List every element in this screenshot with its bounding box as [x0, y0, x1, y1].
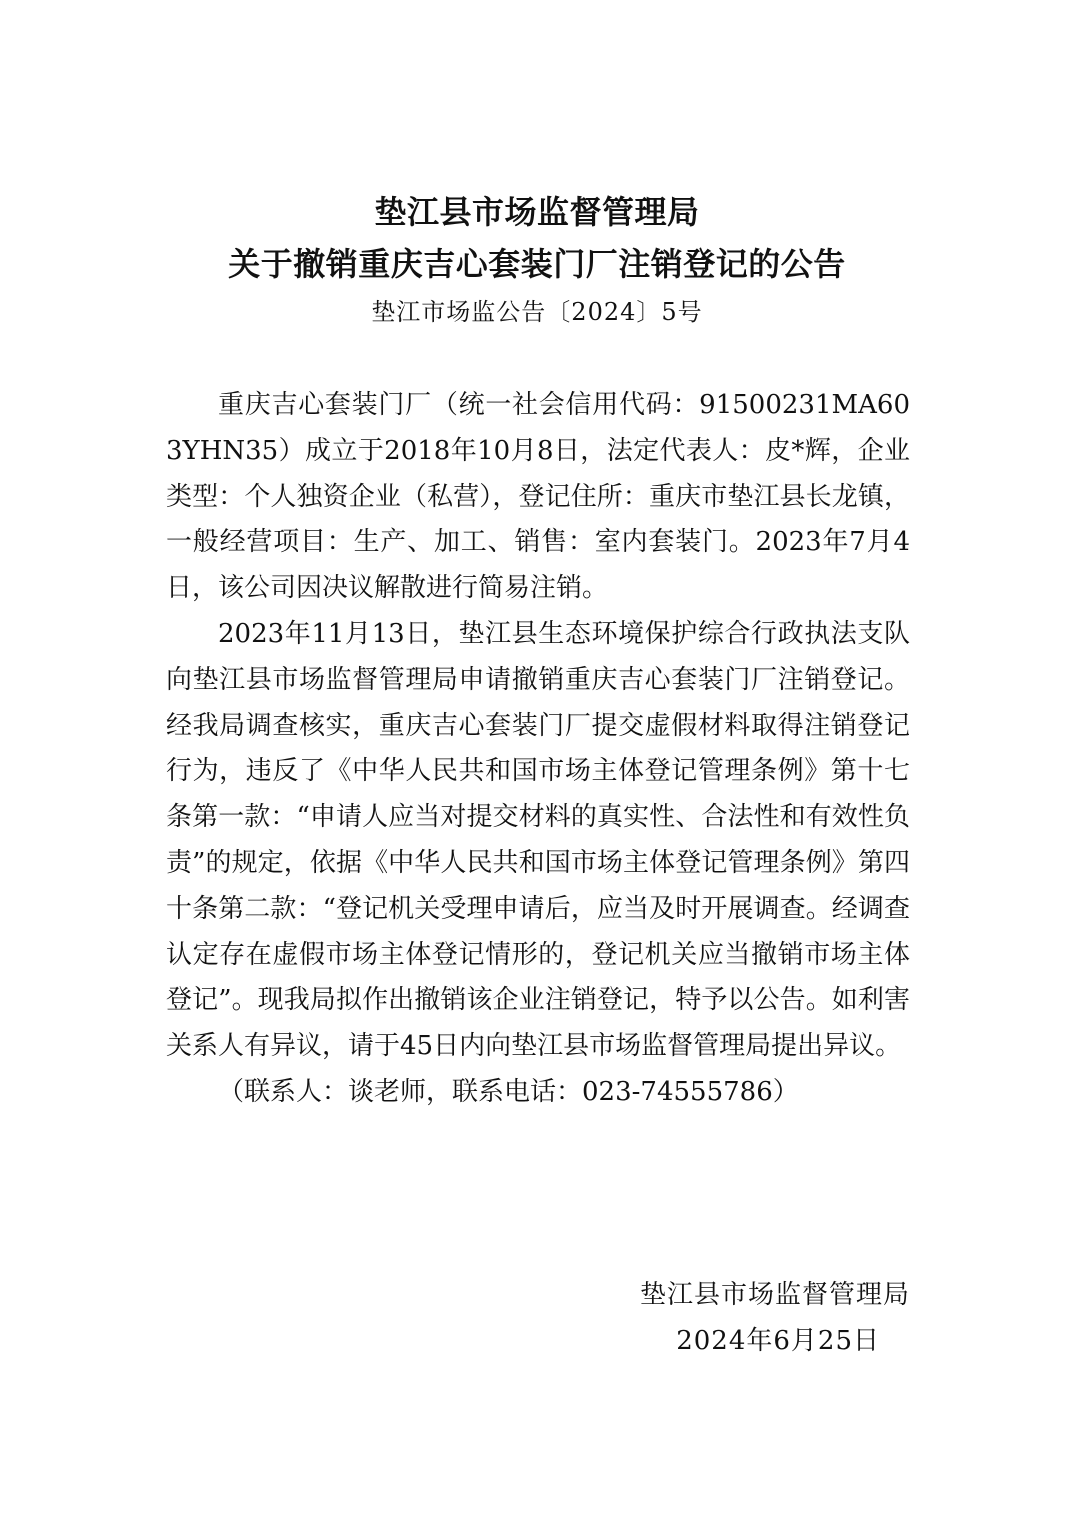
document-title-line-2: 关于撤销重庆吉心套装门厂注销登记的公告 [228, 245, 846, 283]
signature-block [520, 1272, 910, 1364]
body-paragraph-1: 重庆吉心套装门厂（统一社会信用代码：91500231MA603YHN35）成立于2018年10月8日，法定代表人：皮*辉，企业类型：个人独资企业（私营），登记住所：重庆市垫江县长龙镇，一般经营项目：生产、加工、销售：室内套装门。2023年7月4日，该公司因决议解散进行简易注销。 [166, 390, 910, 604]
document-body [166, 383, 910, 1116]
signature-date: 2024年6月25日 [676, 1326, 880, 1356]
signature-organization: 垫江县市场监督管理局 [639, 1280, 910, 1310]
document-number: 垫江市场监公告〔2024〕5号 [371, 298, 703, 326]
title-block [0, 186, 1074, 334]
body-paragraph-2: 2023年11月13日，垫江县生态环境保护综合行政执法支队向垫江县市场监督管理局申请撤销重庆吉心套装门厂注销登记。经我局调查核实，重庆吉心套装门厂提交虚假材料取得注销登记行为，违反了《中华人民共和国市场主体登记管理条例》第十七条第一款：“申请人应当对提交材料的真实性、合法性和有效性负责”的规定，依据《中华人民共和国市场主体登记管理条例》第四十条第二款：“登记机关受理申请后，应当及时开展调查。经调查认定存在虚假市场主体登记情形的，登记机关应当撤销市场主体登记”。现我局拟作出撤销该企业注销登记，特予以公告。如利害关系人有异议，请于45日内向垫江县市场监督管理局提出异议。 [166, 618, 910, 1062]
document-title-line-1: 垫江县市场监督管理局 [374, 193, 700, 231]
contact-info: （联系人：谈老师，联系电话：023-74555786） [218, 1076, 799, 1107]
